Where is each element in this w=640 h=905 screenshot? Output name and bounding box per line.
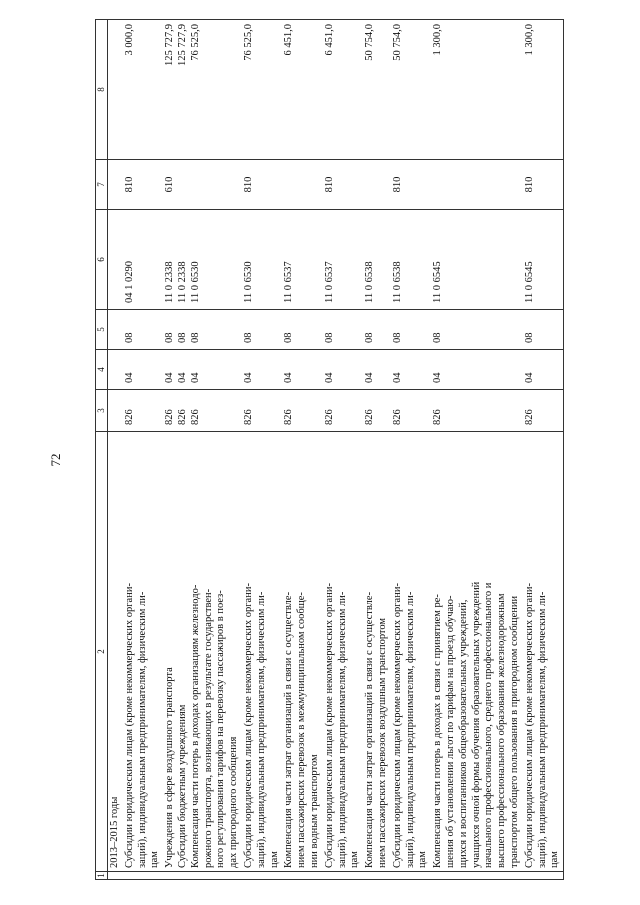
cell-line: щихся и воспитанников общеобразовательных учреждений, bbox=[457, 599, 469, 868]
target-article-cell bbox=[242, 210, 282, 310]
target-article-cell bbox=[363, 210, 391, 310]
cell-line: 11 0 6538 bbox=[391, 261, 403, 303]
cell-line: цам bbox=[268, 851, 280, 868]
cell-line: 826 bbox=[242, 409, 254, 425]
section-code-cell bbox=[391, 350, 431, 390]
cell-line: ного регулирования тарифов на перевозку пассажиров в поез- bbox=[215, 590, 227, 868]
page-number: 72 bbox=[48, 453, 63, 467]
subsection-code-cell bbox=[363, 310, 391, 350]
section-code-cell bbox=[163, 350, 242, 390]
amount-cell bbox=[282, 20, 322, 160]
cell-line: 125 727,9 bbox=[164, 24, 176, 66]
cell-line: цам bbox=[549, 851, 561, 868]
cell-line: цам bbox=[149, 851, 161, 868]
subsection-code-cell bbox=[431, 310, 523, 350]
target-article-cell bbox=[123, 210, 163, 310]
amount-cell bbox=[163, 20, 242, 160]
cell-line: Субсидии юридическим лицам (кроме некоммерческих органи- bbox=[523, 583, 535, 868]
cell-line: 810 bbox=[391, 176, 403, 193]
cell-line: 826 bbox=[391, 409, 403, 425]
expense-type-cell bbox=[523, 160, 564, 210]
cell-line: шения об установлении льгот по тарифам на проезд обучаю- bbox=[444, 595, 456, 868]
cell-line: 04 bbox=[283, 372, 295, 383]
cell-line: 08 bbox=[283, 332, 295, 343]
expense-type-cell bbox=[163, 160, 242, 210]
subsection-code-cell bbox=[523, 310, 564, 350]
section-code-cell bbox=[323, 350, 363, 390]
column-header: 3 bbox=[96, 390, 108, 432]
column-header: 7 bbox=[96, 160, 108, 210]
table-body bbox=[108, 20, 564, 880]
cell-line: 11 0 6530 bbox=[189, 261, 201, 303]
cell-line: заций), индивидуальным предпринимателям, физическим ли- bbox=[136, 591, 148, 868]
column-header: 5 bbox=[96, 310, 108, 350]
cell-line: 08 bbox=[323, 332, 335, 343]
target-article-cell bbox=[108, 210, 123, 310]
cell-line: 826 bbox=[164, 409, 176, 425]
row-number-cell bbox=[123, 872, 163, 880]
cell-line: 76 525,0 bbox=[189, 24, 201, 61]
item-name-cell bbox=[123, 432, 163, 872]
cell-line: 11 0 6545 bbox=[523, 261, 535, 303]
amount-cell bbox=[391, 20, 431, 160]
cell-line: 04 bbox=[164, 372, 176, 383]
cell-line: 08 bbox=[123, 332, 135, 343]
table-row bbox=[242, 20, 282, 880]
column-header: 2 bbox=[96, 432, 108, 872]
cell-line: начального профессионального, среднего профессионального и bbox=[483, 582, 495, 868]
cell-line: Субсидии юридическим лицам (кроме некоммерческих органи- bbox=[323, 583, 335, 868]
cell-line: 08 bbox=[523, 332, 535, 343]
cell-line: 76 525,0 bbox=[242, 24, 254, 61]
expense-type-cell bbox=[363, 160, 391, 210]
cell-line: учащихся очной формы обучения образовательных учреждений bbox=[470, 581, 482, 868]
cell-line: заций), индивидуальным предпринимателям, физическим ли- bbox=[255, 591, 267, 868]
row-number-cell bbox=[108, 872, 123, 880]
cell-line: Компенсация части затрат организаций в связи с осуществле- bbox=[283, 591, 295, 868]
cell-line: нием пассажирских перевозок в межмуниципальном сообще- bbox=[296, 592, 308, 868]
cell-line: заций), индивидуальным предпринимателям, физическим ли- bbox=[404, 591, 416, 868]
target-article-cell bbox=[163, 210, 242, 310]
ministry-code-cell bbox=[363, 390, 391, 432]
cell-line: 50 754,0 bbox=[364, 24, 376, 61]
table-row bbox=[163, 20, 242, 880]
ministry-code-cell bbox=[123, 390, 163, 432]
ministry-code-cell bbox=[431, 390, 523, 432]
section-code-cell bbox=[523, 350, 564, 390]
item-name-cell bbox=[108, 432, 123, 872]
budget-table-rotated bbox=[95, 20, 561, 880]
cell-line: высшего профессионального образования железнодорожным bbox=[496, 593, 508, 868]
column-header: 6 bbox=[96, 210, 108, 310]
cell-line: заций), индивидуальным предпринимателям, физическим ли- bbox=[536, 591, 548, 868]
cell-line: 826 bbox=[176, 409, 188, 425]
target-article-cell bbox=[323, 210, 363, 310]
cell-line: нии водным транспортом bbox=[308, 754, 320, 868]
row-number-cell bbox=[282, 872, 322, 880]
expense-type-cell bbox=[431, 160, 523, 210]
target-article-cell bbox=[431, 210, 523, 310]
cell-line: 08 bbox=[164, 332, 176, 343]
cell-line: Субсидии юридическим лицам (кроме некоммерческих органи- bbox=[391, 583, 403, 868]
cell-line: 08 bbox=[432, 332, 444, 343]
cell-line: цам bbox=[349, 851, 361, 868]
amount-cell bbox=[431, 20, 523, 160]
ministry-code-cell bbox=[282, 390, 322, 432]
subsection-code-cell bbox=[391, 310, 431, 350]
cell-line: 826 bbox=[323, 409, 335, 425]
cell-line: 04 bbox=[391, 372, 403, 383]
cell-line: 810 bbox=[323, 176, 335, 193]
cell-line: 11 0 6530 bbox=[242, 261, 254, 303]
item-name-cell bbox=[282, 432, 322, 872]
cell-line: 826 bbox=[523, 409, 535, 425]
amount-cell bbox=[363, 20, 391, 160]
row-number-cell bbox=[523, 872, 564, 880]
cell-line: 810 bbox=[123, 176, 135, 193]
cell-line: 04 bbox=[432, 372, 444, 383]
cell-line: Субсидии юридическим лицам (кроме некоммерческих органи- bbox=[242, 583, 254, 868]
cell-line: 04 bbox=[364, 372, 376, 383]
cell-line: 04 bbox=[323, 372, 335, 383]
subsection-code-cell bbox=[163, 310, 242, 350]
cell-line: 2013–2015 годы bbox=[109, 796, 120, 868]
ministry-code-cell bbox=[323, 390, 363, 432]
cell-line: 125 727,9 bbox=[176, 24, 188, 66]
cell-line: транспортом общего пользования в пригородном сообщении bbox=[508, 595, 520, 868]
item-name-cell bbox=[323, 432, 363, 872]
ministry-code-cell bbox=[523, 390, 564, 432]
ministry-code-cell bbox=[163, 390, 242, 432]
expense-type-cell bbox=[123, 160, 163, 210]
cell-line: 50 754,0 bbox=[391, 24, 403, 61]
cell-line: рожного транспорта, возникающих в результате государствен- bbox=[202, 588, 214, 868]
table-row bbox=[108, 20, 123, 880]
target-article-cell bbox=[523, 210, 564, 310]
table-row bbox=[431, 20, 523, 880]
table-row bbox=[323, 20, 363, 880]
ministry-code-cell bbox=[391, 390, 431, 432]
row-number-cell bbox=[431, 872, 523, 880]
cell-line: 04 bbox=[523, 372, 535, 383]
column-header: 4 bbox=[96, 350, 108, 390]
column-number-header-row bbox=[96, 20, 108, 880]
expense-type-cell bbox=[323, 160, 363, 210]
target-article-cell bbox=[282, 210, 322, 310]
amount-cell bbox=[108, 20, 123, 160]
cell-line: 1 300,0 bbox=[432, 24, 444, 56]
ministry-code-cell bbox=[242, 390, 282, 432]
cell-line: 04 1 0290 bbox=[123, 261, 135, 303]
section-code-cell bbox=[363, 350, 391, 390]
column-header: 8 bbox=[96, 20, 108, 160]
expense-type-cell bbox=[391, 160, 431, 210]
cell-line: Компенсация части потерь в доходах организациям железнодо- bbox=[189, 584, 201, 868]
table-row bbox=[123, 20, 163, 880]
amount-cell bbox=[523, 20, 564, 160]
cell-line: 08 bbox=[391, 332, 403, 343]
ministry-code-cell bbox=[108, 390, 123, 432]
expense-type-cell bbox=[242, 160, 282, 210]
cell-line: Компенсация части затрат организаций в связи с осуществле- bbox=[364, 591, 376, 868]
cell-line: 11 0 6537 bbox=[283, 261, 295, 303]
cell-line: 11 0 6538 bbox=[364, 261, 376, 303]
cell-line: 6 451,0 bbox=[323, 24, 335, 56]
cell-line: 826 bbox=[189, 409, 201, 425]
cell-line: дах пригородного сообщения bbox=[228, 736, 240, 868]
cell-line: 826 bbox=[283, 409, 295, 425]
cell-line: нием пассажирских перевозок воздушным транспортом bbox=[376, 617, 388, 868]
amount-cell bbox=[323, 20, 363, 160]
cell-line: 11 0 6545 bbox=[432, 261, 444, 303]
cell-line: 11 0 2338 bbox=[176, 261, 188, 303]
cell-line: 08 bbox=[176, 332, 188, 343]
cell-line: Компенсация части потерь в доходах в связи с принятием ре- bbox=[432, 594, 444, 868]
cell-line: 08 bbox=[242, 332, 254, 343]
cell-line: 11 0 2338 bbox=[164, 261, 176, 303]
section-code-cell bbox=[282, 350, 322, 390]
table-row bbox=[523, 20, 564, 880]
table-row bbox=[363, 20, 391, 880]
amount-cell bbox=[242, 20, 282, 160]
table-row bbox=[282, 20, 322, 880]
column-header: 1 bbox=[96, 873, 106, 878]
row-number-cell bbox=[323, 872, 363, 880]
cell-line: 04 bbox=[123, 372, 135, 383]
cell-line: Субсидии бюджетным учреждениям bbox=[176, 704, 188, 868]
cell-line: 826 bbox=[432, 409, 444, 425]
cell-line: 610 bbox=[164, 176, 176, 193]
cell-line: 3 000,0 bbox=[123, 24, 135, 56]
subsection-code-cell bbox=[242, 310, 282, 350]
row-number-cell bbox=[363, 872, 391, 880]
cell-line: Субсидии юридическим лицам (кроме некоммерческих органи- bbox=[123, 583, 135, 868]
cell-line: 826 bbox=[364, 409, 376, 425]
cell-line: 1 300,0 bbox=[523, 24, 535, 56]
item-name-cell bbox=[523, 432, 564, 872]
cell-line: 08 bbox=[364, 332, 376, 343]
cell-line: заций), индивидуальным предпринимателям, физическим ли- bbox=[336, 591, 348, 868]
section-code-cell bbox=[123, 350, 163, 390]
cell-line: Учреждения в сфере воздушного транспорта bbox=[164, 667, 176, 868]
cell-line: цам bbox=[417, 851, 429, 868]
expense-type-cell bbox=[282, 160, 322, 210]
cell-line: 810 bbox=[242, 176, 254, 193]
section-code-cell bbox=[242, 350, 282, 390]
row-number-cell bbox=[242, 872, 282, 880]
budget-table bbox=[95, 19, 564, 880]
target-article-cell bbox=[391, 210, 431, 310]
table-row bbox=[391, 20, 431, 880]
cell-line: 04 bbox=[242, 372, 254, 383]
section-code-cell bbox=[431, 350, 523, 390]
expense-type-cell bbox=[108, 160, 123, 210]
cell-line: 826 bbox=[123, 409, 135, 425]
cell-line: 6 451,0 bbox=[283, 24, 295, 56]
subsection-code-cell bbox=[323, 310, 363, 350]
cell-line: 810 bbox=[523, 176, 535, 193]
section-code-cell bbox=[108, 350, 123, 390]
item-name-cell bbox=[431, 432, 523, 872]
subsection-code-cell bbox=[282, 310, 322, 350]
item-name-cell bbox=[391, 432, 431, 872]
item-name-cell bbox=[242, 432, 282, 872]
cell-line: 04 bbox=[176, 372, 188, 383]
amount-cell bbox=[123, 20, 163, 160]
cell-line: 04 bbox=[189, 372, 201, 383]
cell-line: 11 0 6537 bbox=[323, 261, 335, 303]
subsection-code-cell bbox=[108, 310, 123, 350]
subsection-code-cell bbox=[123, 310, 163, 350]
row-number-cell bbox=[391, 872, 431, 880]
item-name-cell bbox=[363, 432, 391, 872]
item-name-cell bbox=[163, 432, 242, 872]
cell-line: 08 bbox=[189, 332, 201, 343]
row-number-cell bbox=[163, 872, 242, 880]
